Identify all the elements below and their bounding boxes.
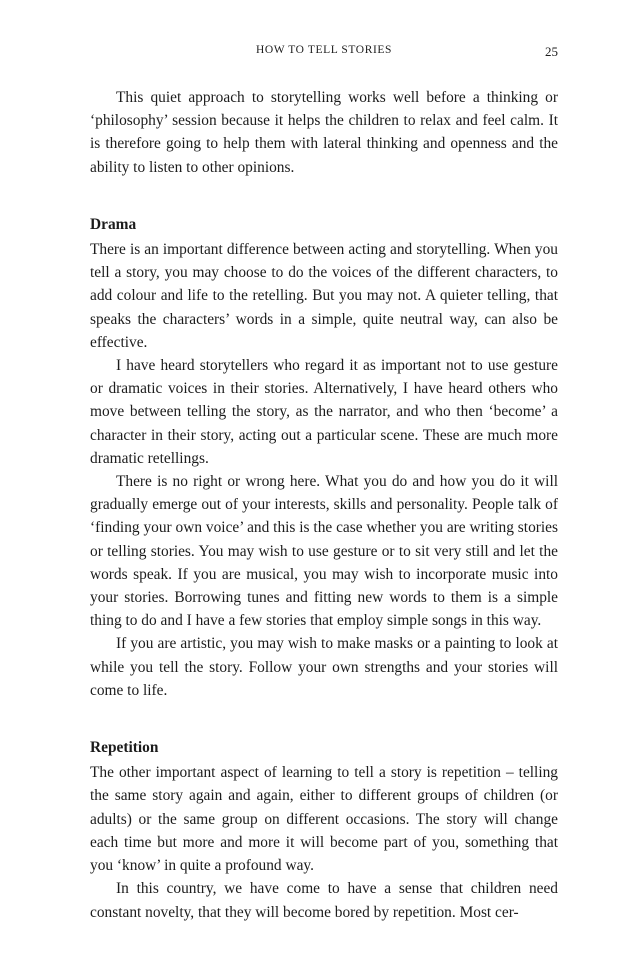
section-heading-repetition: Repetition [90,739,159,757]
drama-paragraph-2: I have heard storytellers who regard it as important not to use gesture or dramatic voices in their stories. Alternatively, I have heard others who move between telling the story, as the narrator, and who then ‘become’ a character in their story, acting out a particular scene. These are much more dramatic retellings. [90,357,558,467]
running-title: HOW TO TELL STORIES [255,44,393,56]
repetition-paragraph-2: In this country, we have come to have a sense that children need constant novelty, that they will become bored by repetition. Most cer- [90,880,558,921]
page-number: 25 [545,44,558,59]
intro-paragraph: This quiet approach to storytelling works well before a thinking or ‘philosophy’ session because it helps the children to relax and feel calm. It is therefore going to help them with lateral thinking and openness and the ability to listen to other opinions. [90,89,558,176]
running-head [90,44,558,60]
drama-paragraph-1: There is an important difference between acting and storytelling. When you tell a story, you may choose to do the voices of the different characters, to add colour and life to the retelling. But you may not. A quieter telling, that speaks the characters’ words in a simple, quite neutral way, can also be effective. [90,241,558,351]
body-text [90,86,558,924]
drama-paragraph-3: There is no right or wrong here. What you do and how you do it will gradually emerge out of your interests, skills and personality. People talk of ‘finding your own voice’ and this is the case whether you are writing stories or telling stories. You may wish to use gesture or to sit very still and let the words speak. If you are musical, you may wish to incorporate music into your stories. Borrowing tunes and fitting new words to them is a simple thing to do and I have a few stories that employ simple songs in this way. [90,473,558,630]
repetition-paragraph-1: The other important aspect of learning to tell a story is repetition – telling the same story again and again, either to different groups of children (or adults) or the same group on different occasions. The story will change each time but more and more it will become part of you, something that you ‘know’ in quite a profound way. [90,764,558,875]
section-heading-drama: Drama [90,215,137,233]
drama-paragraph-4: If you are artistic, you may wish to make masks or a painting to look at while you tell the story. Follow your own strengths and your stories will come to life. [90,635,558,699]
